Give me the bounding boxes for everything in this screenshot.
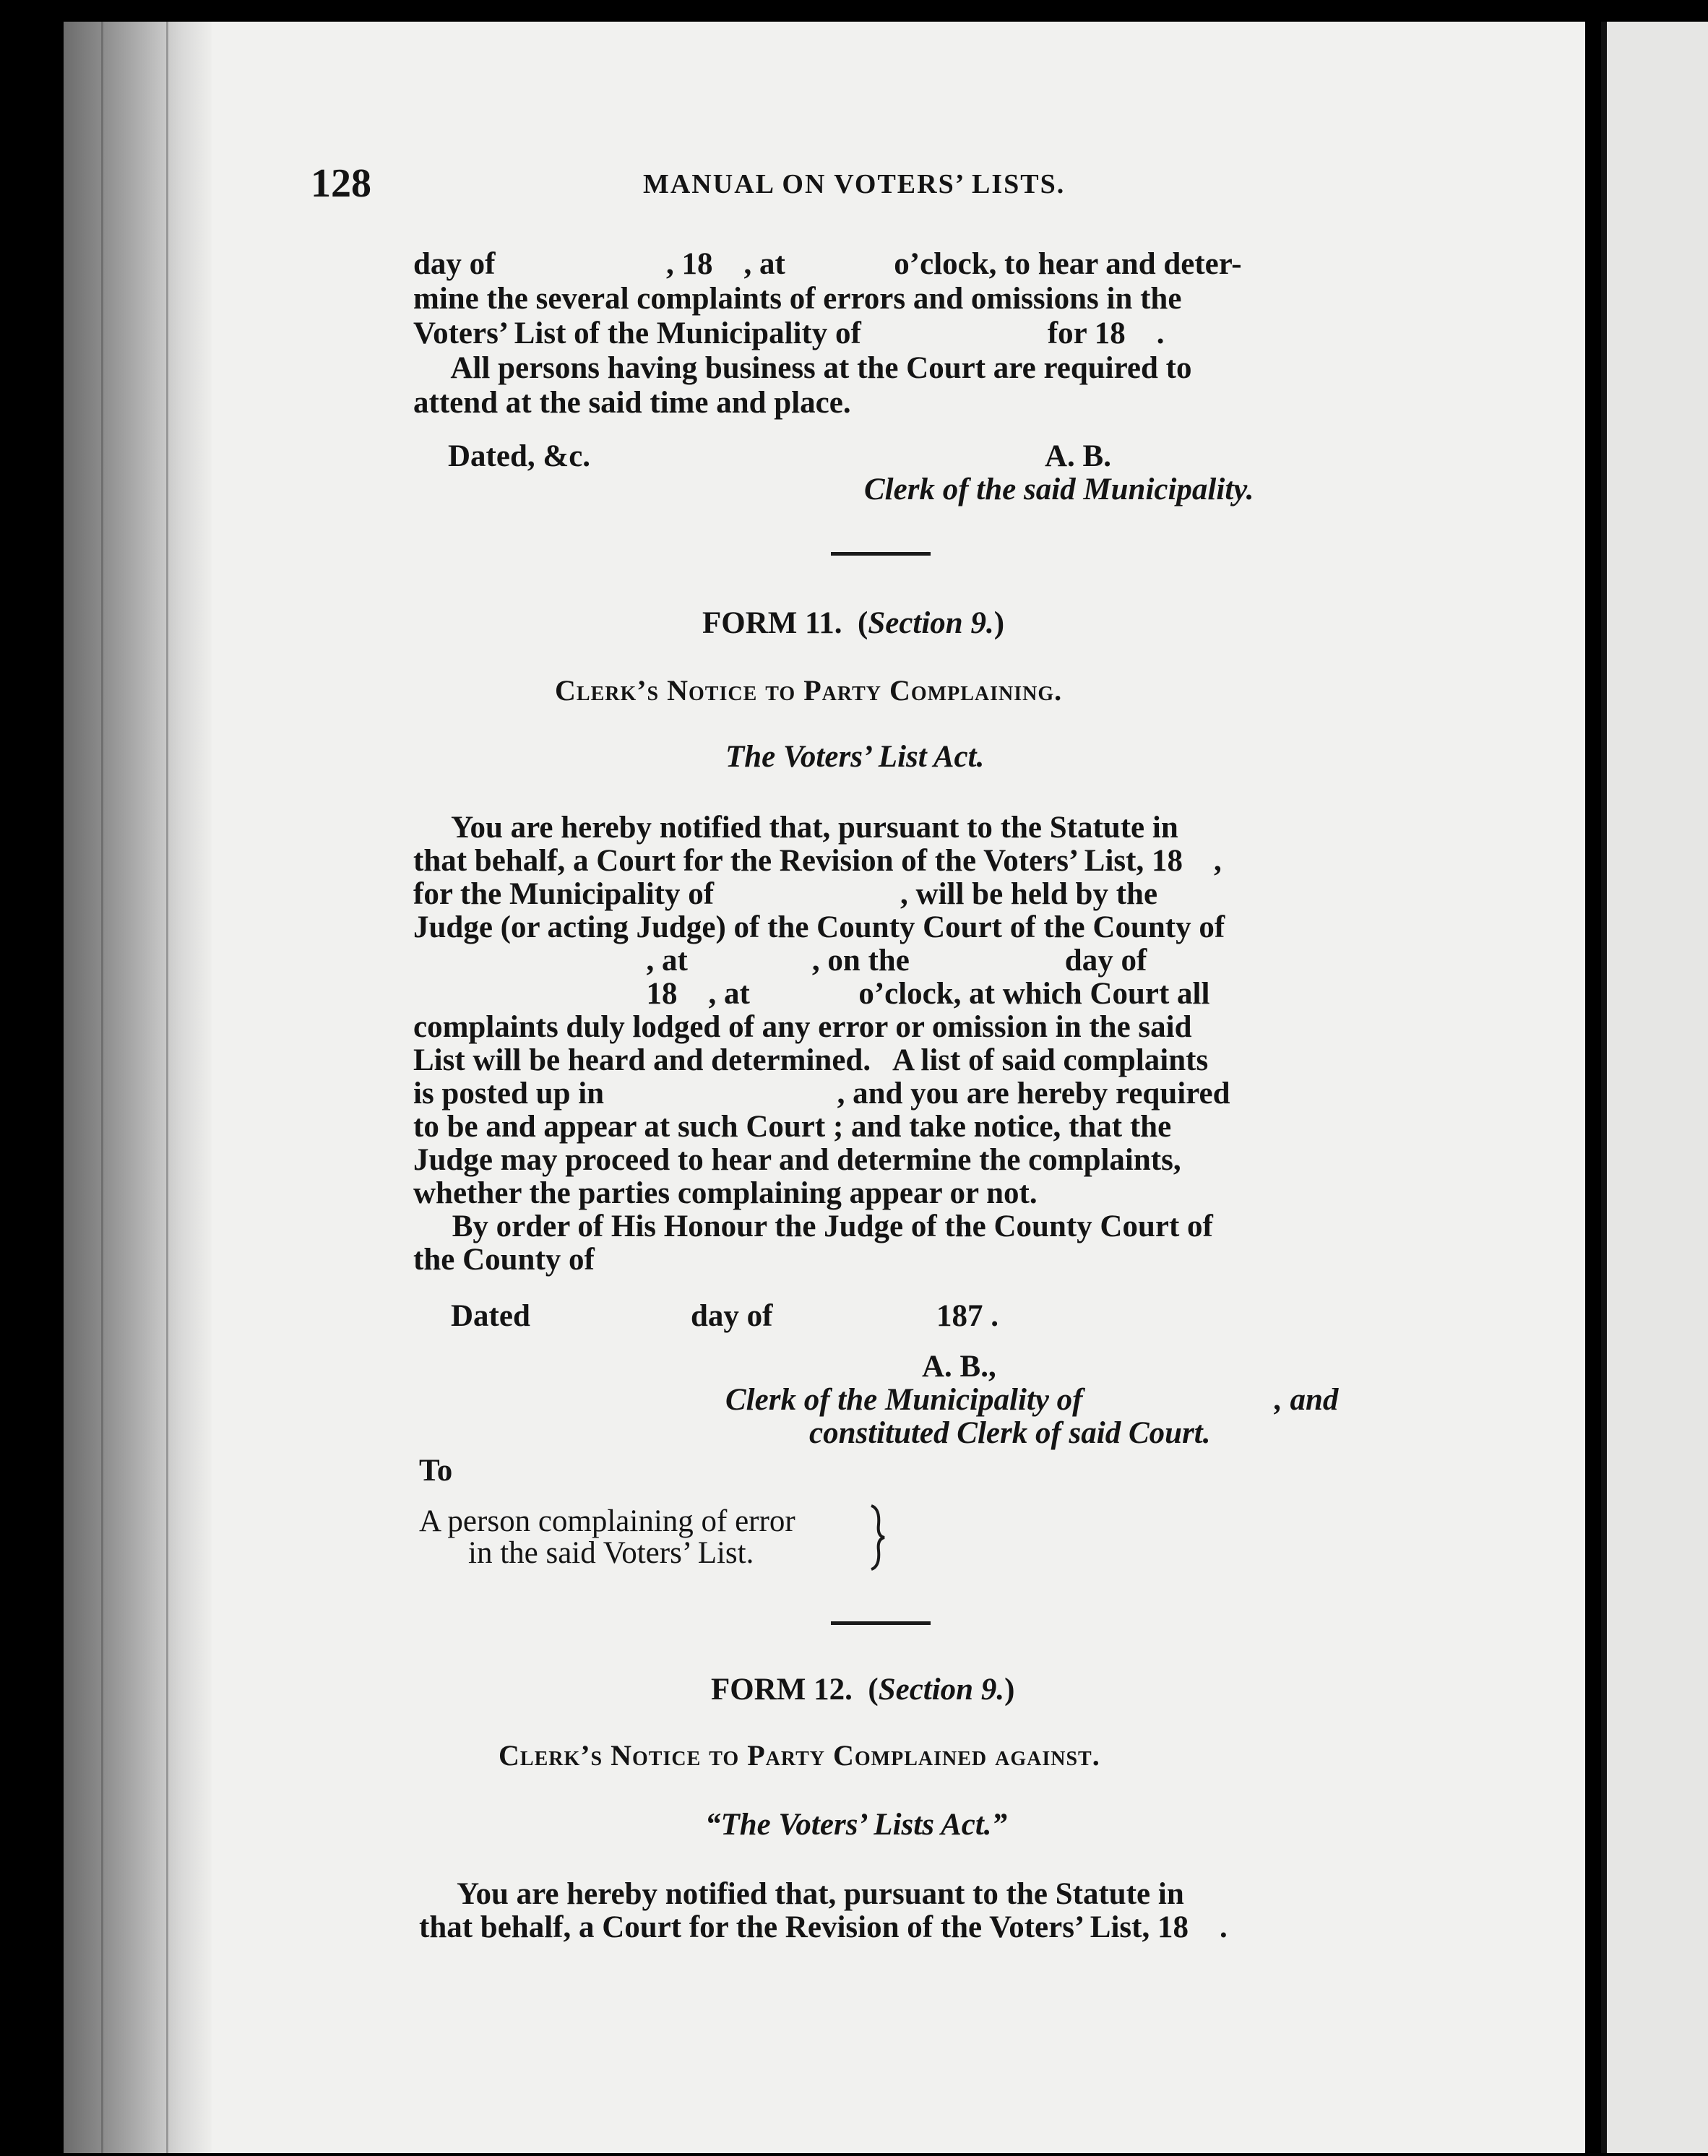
- text-line: Judge (or acting Judge) of the County Court of the County of: [413, 910, 1225, 944]
- form-number: FORM 11.: [702, 606, 842, 640]
- form-heading: FORM 12. (Section 9.): [711, 1673, 1015, 1707]
- signer-name: A. B.,: [922, 1350, 996, 1384]
- text-line: All persons having business at the Court are required to: [413, 351, 1192, 385]
- form-heading: FORM 11. (Section 9.): [702, 606, 1005, 640]
- form-title: Clerk’s Notice to Party Complaining.: [555, 674, 1063, 707]
- signer-title: constituted Clerk of said Court.: [809, 1416, 1211, 1450]
- addressee-line: in the said Voters’ List.: [468, 1536, 754, 1570]
- text-line: for the Municipality of , will be held by the: [413, 877, 1158, 911]
- signer-title: Clerk of the Municipality of: [725, 1383, 1083, 1417]
- to-label: To: [419, 1454, 453, 1488]
- act-title: “The Voters’ Lists Act.”: [705, 1808, 1008, 1842]
- act-title: The Voters’ List Act.: [725, 740, 985, 774]
- gutter-edge-line: [166, 22, 168, 2153]
- text-line: attend at the said time and place.: [413, 386, 851, 420]
- text-line: , at , on the day of: [413, 944, 1147, 978]
- form-section: Section 9.: [878, 1673, 1005, 1707]
- text-line: to be and appear at such Court ; and take notice, that the: [413, 1110, 1172, 1144]
- brace-icon: [867, 1503, 889, 1572]
- day-of-label: day of: [691, 1299, 773, 1333]
- addressee-line: A person complaining of error: [419, 1504, 795, 1538]
- signer-title: Clerk of the said Municipality.: [864, 473, 1254, 506]
- text-line: day of , 18 , at o’clock, to hear and deter-: [413, 247, 1242, 281]
- dated-line: Dated, &c.: [448, 439, 591, 473]
- text-line: complaints duly lodged of any error or omission in the said: [413, 1010, 1192, 1044]
- signer-title-tail: , and: [1274, 1383, 1339, 1417]
- text-line: 18 , at o’clock, at which Court all: [413, 977, 1210, 1011]
- text-line: the County of: [413, 1243, 595, 1277]
- text-line: By order of His Honour the Judge of the County Court of: [413, 1209, 1213, 1243]
- form-title: Clerk’s Notice to Party Complained against.: [499, 1739, 1100, 1772]
- text-line: You are hereby notified that, pursuant to the Statute in: [419, 1877, 1184, 1911]
- text-line: whether the parties complaining appear or not.: [413, 1176, 1038, 1210]
- year-label: 187 .: [936, 1299, 999, 1333]
- running-title: MANUAL ON VOTERS’ LISTS.: [643, 169, 1066, 199]
- page-number: 128: [311, 161, 371, 206]
- section-divider: [831, 552, 931, 556]
- facing-page-edge: [1601, 22, 1708, 2153]
- text-line: mine the several complaints of errors and omissions in the: [413, 282, 1182, 316]
- text-line: Voters’ List of the Municipality of for 18 .: [413, 316, 1165, 350]
- text-line: You are hereby notified that, pursuant to the Statute in: [413, 811, 1178, 845]
- signer-name: A. B.: [1045, 439, 1111, 473]
- text-line: List will be heard and determined. A list of said complaints: [413, 1043, 1209, 1077]
- page-gutter-shadow: [64, 22, 212, 2153]
- section-divider: [831, 1621, 931, 1625]
- text-line: that behalf, a Court for the Revision of the Voters’ List, 18 ,: [413, 844, 1222, 878]
- gutter-edge-line: [101, 22, 103, 2153]
- form-number: FORM 12.: [711, 1673, 853, 1707]
- text-line: Judge may proceed to hear and determine the complaints,: [413, 1143, 1181, 1177]
- dated-label: Dated: [451, 1299, 530, 1333]
- text-line: that behalf, a Court for the Revision of the Voters’ List, 18 .: [419, 1910, 1228, 1944]
- form-section: Section 9.: [868, 606, 994, 640]
- text-line: is posted up in , and you are hereby required: [413, 1077, 1230, 1111]
